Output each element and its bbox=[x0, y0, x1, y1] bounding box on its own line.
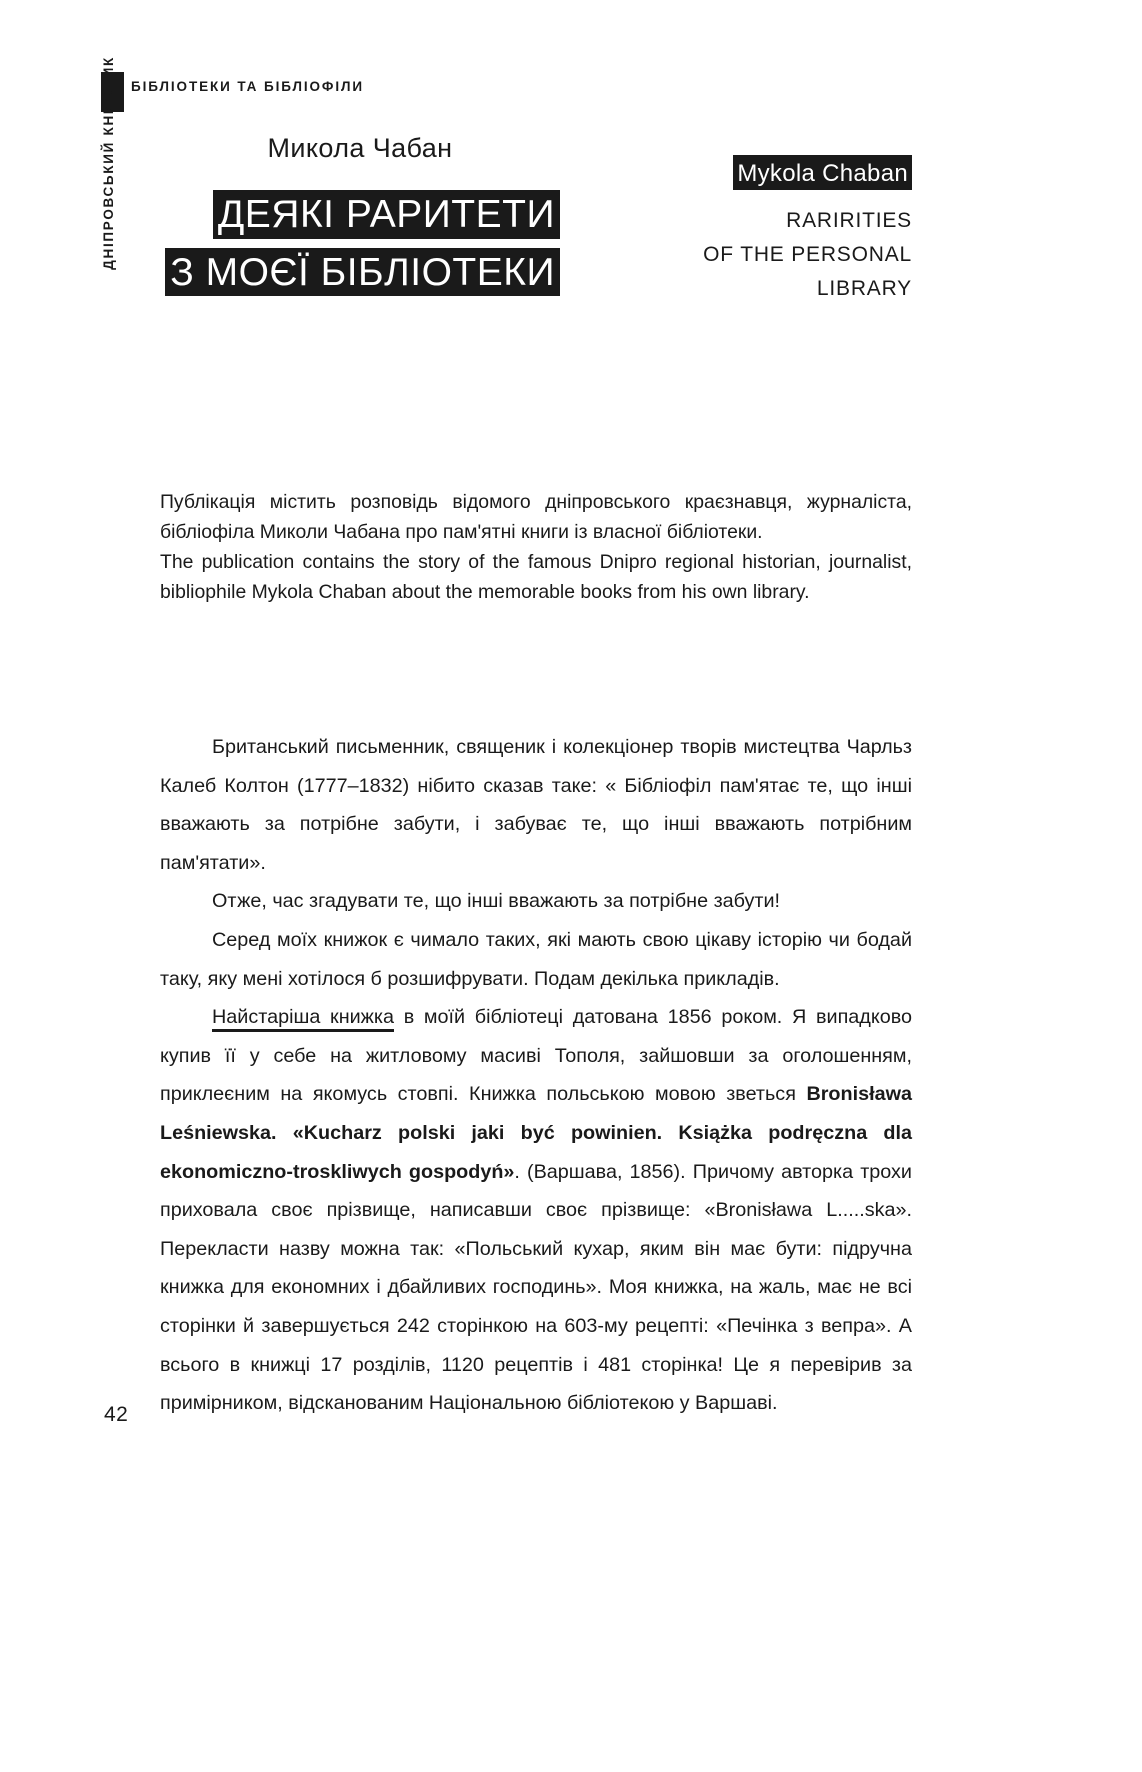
body-paragraph-1: Британський письменник, священик і колекціонер творів мистецтва Чарльз Калеб Колтон (1777–1832) нібито сказав таке: « Бібліофіл пам'ятає те, що інші вважають за потрібне забути, і забуває те, що інші вважають потрібним пам'ятати». bbox=[160, 736, 912, 874]
title-en-line-2: OF THE PERSONAL bbox=[703, 243, 912, 267]
title-line-2: З МОЄЇ БІБЛІОТЕКИ bbox=[160, 248, 560, 297]
body-paragraph-3: Серед моїх книжок є чимало таких, які мають свою цікаву історію чи бодай таку, яку мені хотілося б розшифрувати. Подам декілька прикладів. bbox=[160, 928, 912, 990]
running-head-label: ДНІПРОВСЬКИЙ КНИЖНИК bbox=[101, 56, 116, 270]
page-number: 42 bbox=[104, 1403, 129, 1426]
abstract-en: The publication contains the story of the famous Dnipro regional historian, journalist, bibliophile Mykola Chaban about the memorable books from his own library. bbox=[160, 550, 912, 603]
abstract-block bbox=[160, 488, 912, 608]
body-paragraph-2: Отже, час згадувати те, що інші вважають за потрібне забути! bbox=[212, 890, 781, 913]
author-name-en: Mykola Chaban bbox=[600, 155, 912, 190]
body-paragraph-4 bbox=[160, 998, 912, 1423]
title-en-line-1: RARIRITIES bbox=[786, 209, 912, 233]
author-name-ua: Микола Чабан bbox=[267, 133, 453, 163]
book-mention-underline: Найстаріша книжка bbox=[212, 1006, 394, 1032]
section-kicker: БІБЛІОТЕКИ ТА БІБЛІОФІЛИ bbox=[131, 79, 364, 94]
article-body bbox=[160, 728, 912, 1423]
abstract-ua: Публікація містить розповідь відомого дніпровського краєзнавця, журналіста, бібліофіла Миколи Чабана про пам'ятні книги із власної бібліотеки. bbox=[160, 491, 912, 543]
title-en-line-3: LIBRARY bbox=[816, 277, 912, 301]
article-heading-en bbox=[600, 155, 912, 306]
article-title-ua bbox=[160, 190, 560, 305]
body-paragraph-4-text-b: . (Варшава, 1856). Причому авторка трохи приховала своє прізвище, написавши своє прізвище: «Bronisława L.....ska». Перекласти назву можна так: «Польський кухар, яким він має бути: підручна книжка для економних і дбайливих господинь». Моя книжка, на жаль, має не всі сторінки й завершується 242 сторінкою на 603-му рецепті: «Печінка з вепра». А всього в книжці 17 розділів, 1120 рецептів і 481 сторінка! Це я перевірив за примірником, відсканованим Національною бібліотекою у Варшаві. bbox=[160, 1160, 912, 1415]
vertical-running-head bbox=[96, 56, 130, 372]
article-title-en bbox=[600, 204, 912, 306]
polish-book-title: Bronisława Leśniewska. «Kucharz polski jaki być powinien. Książka podręczna dla ekonomiczno-troskliwych gospodyń» bbox=[160, 1083, 912, 1183]
title-line-1: ДЕЯКІ РАРИТЕТИ bbox=[160, 190, 560, 239]
body-paragraph-4-text-a: в моїй бібліотеці датована 1856 роком. Я випадково купив її у себе на житловому масиві Тополя, зайшовши за оголошенням, приклеєним на якомусь стовпі. Книжка польською мовою зветься bbox=[160, 1006, 912, 1106]
